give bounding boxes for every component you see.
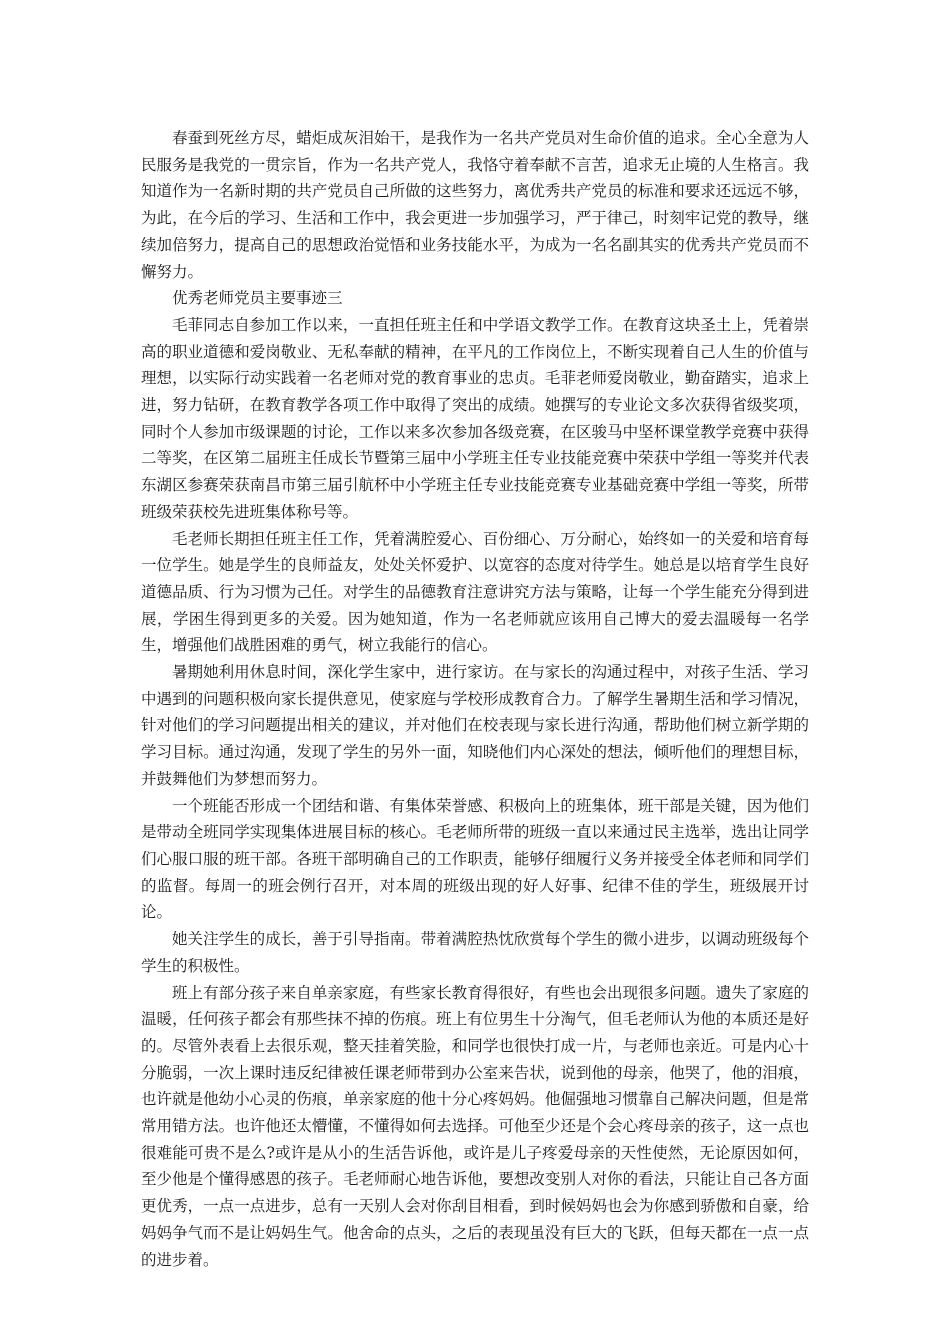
paragraph-5: 一个班能否形成一个团结和谐、有集体荣誉感、积极向上的班集体，班干部是关键，因为他们是带动全班同学实现集体进展目标的核心。毛老师所带的班级一直以来通过民主选举，选出让同学们心服口服的班干部。各班干部明确自己的工作职责，能够仔细履行义务并接受全体老师和同学们的监督。每周一的班会例行召开，对本周的班级出现的好人好事、纪律不佳的学生，班级展开讨论。	[141, 796, 809, 922]
paragraph-4: 暑期她利用休息时间，深化学生家中，进行家访。在与家长的沟通过程中，对孩子生活、学习中遇到的问题积极向家长提供意见，使家庭与学校形成教育合力。了解学生暑期生活和学习情况，针对他们的学习问题提出相关的建议，并对他们在校表现与家长进行沟通，帮助他们树立新学期的学习目标。通过沟通，发现了学生的另外一面，知晓他们内心深处的想法，倾听他们的理想目标，并鼓舞他们为梦想而努力。	[141, 663, 809, 788]
paragraph-1: 春蚕到死丝方尽，蜡炬成灰泪始干，是我作为一名共产党员对生命价值的追求。全心全意为人民服务是我党的一贯宗旨，作为一名共产党人，我恪守着奉献不言苦，追求无止境的人生格言。我知道作为一名新时期的共产党员自己所做的这些努力，离优秀共产党员的标准和要求还远远不够，为此，在今后的学习、生活和工作中，我会更进一步加强学习，严于律己，时刻牢记党的教导，继续加倍努力，提高自己的思想政治觉悟和业务技能水平，为成为一名名副其实的优秀共产党员而不懈努力。	[141, 129, 809, 281]
paragraph-6: 她关注学生的成长，善于引导指南。带着满腔热忱欣赏每个学生的微小进步，以调动班级每个学生的积极性。	[141, 930, 809, 975]
section-heading: 优秀老师党员主要事迹三	[172, 289, 343, 308]
paragraph-3: 毛老师长期担任班主任工作，凭着满腔爱心、百份细心、万分耐心，始终如一的关爱和培育每一位学生。她是学生的良师益友，处处关怀爱护、以宽容的态度对待学生。她总是以培育学生良好道德品质、行为习惯为己任。对学生的品德教育注意讲究方法与策略，让每一个学生能充分得到进展，学困生得到更多的关爱。因为她知道，作为一名老师就应该用自己博大的爱去温暖每一名学生，增强他们战胜困难的勇气，树立我能行的信心。	[141, 529, 809, 655]
document-body	[141, 125, 809, 1273]
paragraph-7: 班上有部分孩子来自单亲家庭，有些家长教育得很好，有些也会出现很多问题。遗失了家庭的温暖，任何孩子都会有那些抹不掉的伤痕。班上有位男生十分淘气，但毛老师认为他的本质还是好的。尽管外表看上去很乐观，整天挂着笑脸，和同学也很快打成一片，与老师也亲近。可是内心十分脆弱，一次上课时违反纪律被任课老师带到办公室来告状，说到他的母亲，他哭了，他的泪痕，也许就是他幼小心灵的伤痕，单亲家庭的他十分心疼妈妈。他倔强地习惯靠自己解决问题，但是常常用错方法。也许他还太懵懂，不懂得如何去选择。可他至少还是个会心疼母亲的孩子，这一点也很难能可贵不是么?或许是从小的生活告诉他，或许是儿子疼爱母亲的天性使然，无论原因如何，至少他是个懂得感恩的孩子。毛老师耐心地告诉他，要想改变别人对你的看法，只能让自己各方面更优秀，一点一点进步，总有一天别人会对你刮目相看，到时候妈妈也会为你感到骄傲和自豪，给妈妈争气而不是让妈妈生气。他舍命的点头，之后的表现虽没有巨大的飞跃，但每天都在一点一点的进步着。	[141, 983, 809, 1269]
paragraph-2: 毛菲同志自参加工作以来，一直担任班主任和中学语文教学工作。在教育这块圣土上，凭着崇高的职业道德和爱岗敬业、无私奉献的精神，在平凡的工作岗位上，不断实现着自己人生的价值与理想，以实际行动实践着一名老师对党的教育事业的忠贞。毛菲老师爱岗敬业，勤奋踏实，追求上进，努力钻研，在教育教学各项工作中取得了突出的成绩。她撰写的专业论文多次获得省级奖项，同时个人参加市级课题的讨论，工作以来多次参加各级竞赛，在区骏马中坚杯课堂教学竞赛中获得二等奖，在区第二届班主任成长节暨第三届中小学班主任专业技能竞赛中荣获中学组一等奖并代表东湖区参赛荣获南昌市第三届引航杯中小学班主任专业技能竞赛专业基础竞赛中学组一等奖，所带班级荣获校先进班集体称号等。	[141, 315, 809, 521]
